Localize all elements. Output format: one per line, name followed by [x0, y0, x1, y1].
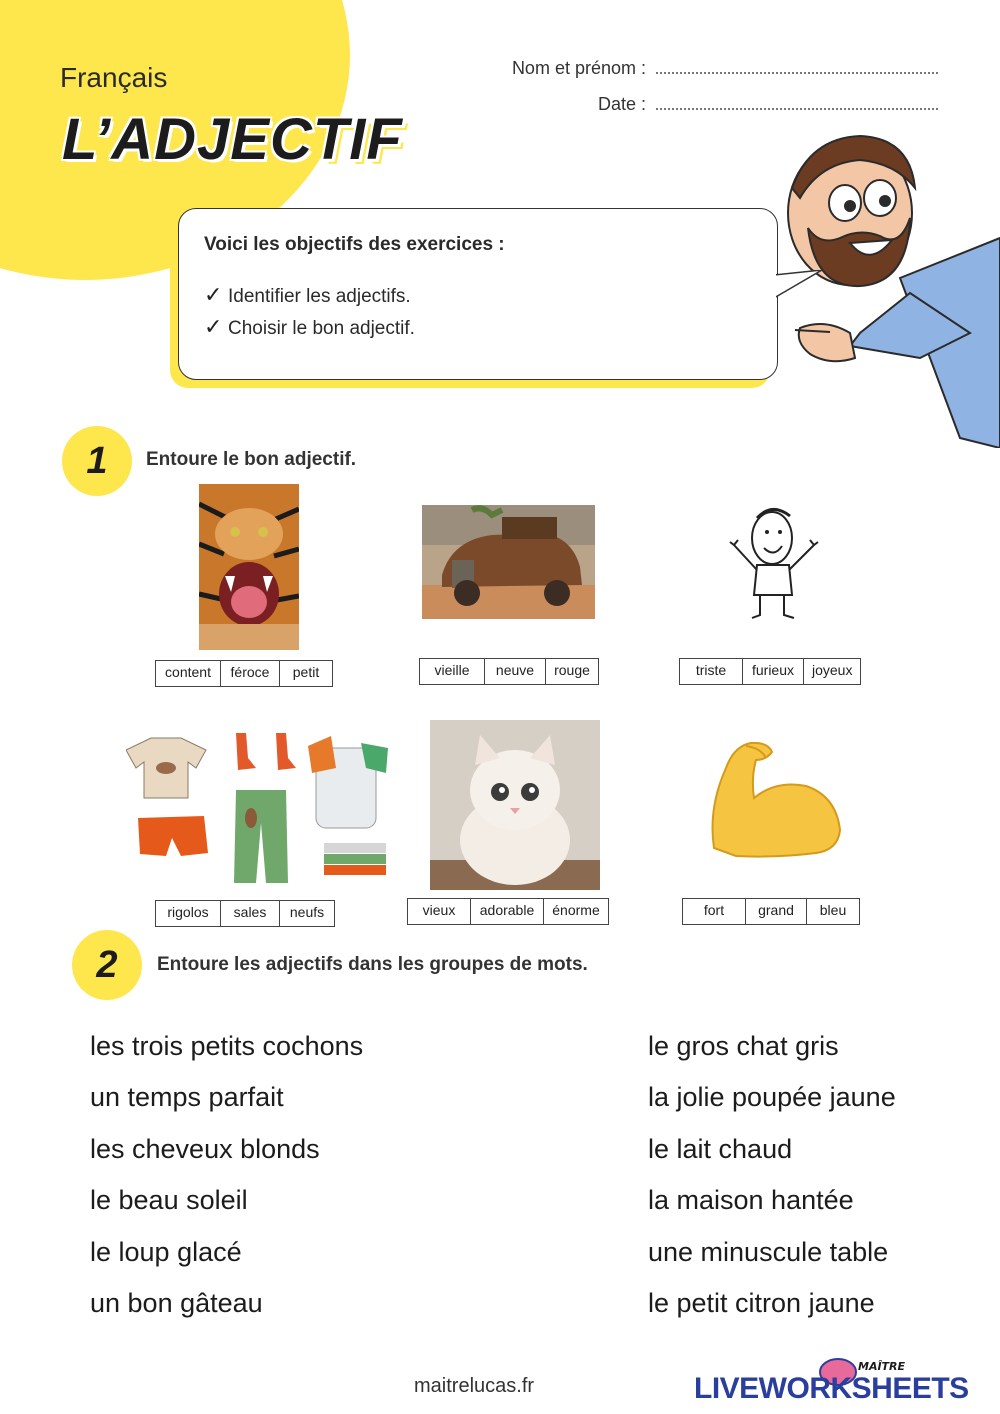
subject-label: Français [60, 62, 168, 93]
phrase-item[interactable]: le gros chat gris [648, 1031, 839, 1061]
choice-cell[interactable]: grand [746, 899, 807, 925]
choice-cell[interactable]: sales [221, 901, 280, 927]
exercise-number-badge: 1 [62, 426, 132, 496]
footer-site-link[interactable]: maitrelucas.fr [414, 1375, 535, 1397]
date-field-row [470, 94, 938, 115]
phrase-item[interactable]: les cheveux blonds [90, 1134, 320, 1164]
logo-small-label: MAÎTRE [858, 1360, 906, 1373]
objective-item: ✓ Choisir le bon adjectif. [204, 314, 415, 339]
exercise-instruction: Entoure les adjectifs dans les groupes de mots. [157, 954, 588, 975]
choice-cell[interactable]: rouge [546, 659, 599, 685]
choice-cell[interactable]: petit [280, 661, 333, 687]
phrase-item[interactable]: le loup glacé [90, 1237, 242, 1267]
date-label: Date : [597, 94, 646, 114]
choice-cell[interactable]: triste [680, 659, 743, 685]
phrase-item[interactable]: un bon gâteau [90, 1288, 263, 1318]
exercise-instruction: Entoure le bon adjectif. [146, 449, 357, 470]
tiger-image [199, 484, 299, 650]
kitten-image [430, 720, 600, 890]
choice-cell[interactable]: furieux [743, 659, 804, 685]
phrase-item[interactable]: la maison hantée [648, 1185, 854, 1215]
choice-cell[interactable]: rigolos [156, 901, 221, 927]
flexed-arm-image [706, 738, 842, 858]
speech-bubble-tail [772, 270, 832, 310]
old-car-image [422, 505, 595, 619]
choice-cell[interactable]: énorme [544, 899, 609, 925]
phrase-item[interactable]: une minuscule table [648, 1237, 889, 1267]
phrase-item[interactable]: un temps parfait [90, 1082, 284, 1112]
choices-table-tiger [155, 660, 333, 687]
choices-table-car [419, 658, 599, 685]
choice-cell[interactable]: fort [683, 899, 746, 925]
name-field-row [470, 58, 938, 79]
choice-cell[interactable]: joyeux [804, 659, 861, 685]
checkmark-icon: ✓ [204, 282, 223, 307]
choice-cell[interactable]: vieux [408, 899, 471, 925]
objectives-heading: Voici les objectifs des exercices : [204, 234, 505, 255]
choice-cell[interactable]: féroce [221, 661, 280, 687]
phrase-item[interactable]: le beau soleil [90, 1185, 248, 1215]
choice-cell[interactable]: neuve [485, 659, 546, 685]
choices-table-kitten [407, 898, 609, 925]
checkmark-icon: ✓ [204, 314, 223, 339]
choice-cell[interactable]: vieille [420, 659, 485, 685]
choice-cell[interactable]: adorable [471, 899, 544, 925]
choice-cell[interactable]: neufs [280, 901, 335, 927]
choices-table-arm [682, 898, 860, 925]
choice-cell[interactable]: bleu [807, 899, 860, 925]
page-title: L’ADJECTIF [62, 107, 403, 172]
phrase-item[interactable]: la jolie poupée jaune [648, 1082, 896, 1112]
choices-table-clothes [155, 900, 335, 927]
choice-cell[interactable]: content [156, 661, 221, 687]
dirty-clothes-image [126, 728, 394, 888]
liveworksheets-logo: LIVEWORKSHEETS [694, 1372, 969, 1405]
objective-item: ✓ Identifier les adjectifs. [204, 282, 411, 307]
phrase-item[interactable]: le petit citron jaune [648, 1288, 875, 1318]
phrase-item[interactable]: les trois petits cochons [90, 1031, 364, 1061]
name-field[interactable] [656, 60, 938, 74]
name-label: Nom et prénom : [511, 58, 646, 78]
phrase-item[interactable]: le lait chaud [648, 1134, 793, 1164]
happy-man-image [722, 500, 824, 620]
choices-table-man [679, 658, 861, 685]
exercise-number-badge: 2 [72, 930, 142, 1000]
date-field[interactable] [656, 96, 938, 110]
